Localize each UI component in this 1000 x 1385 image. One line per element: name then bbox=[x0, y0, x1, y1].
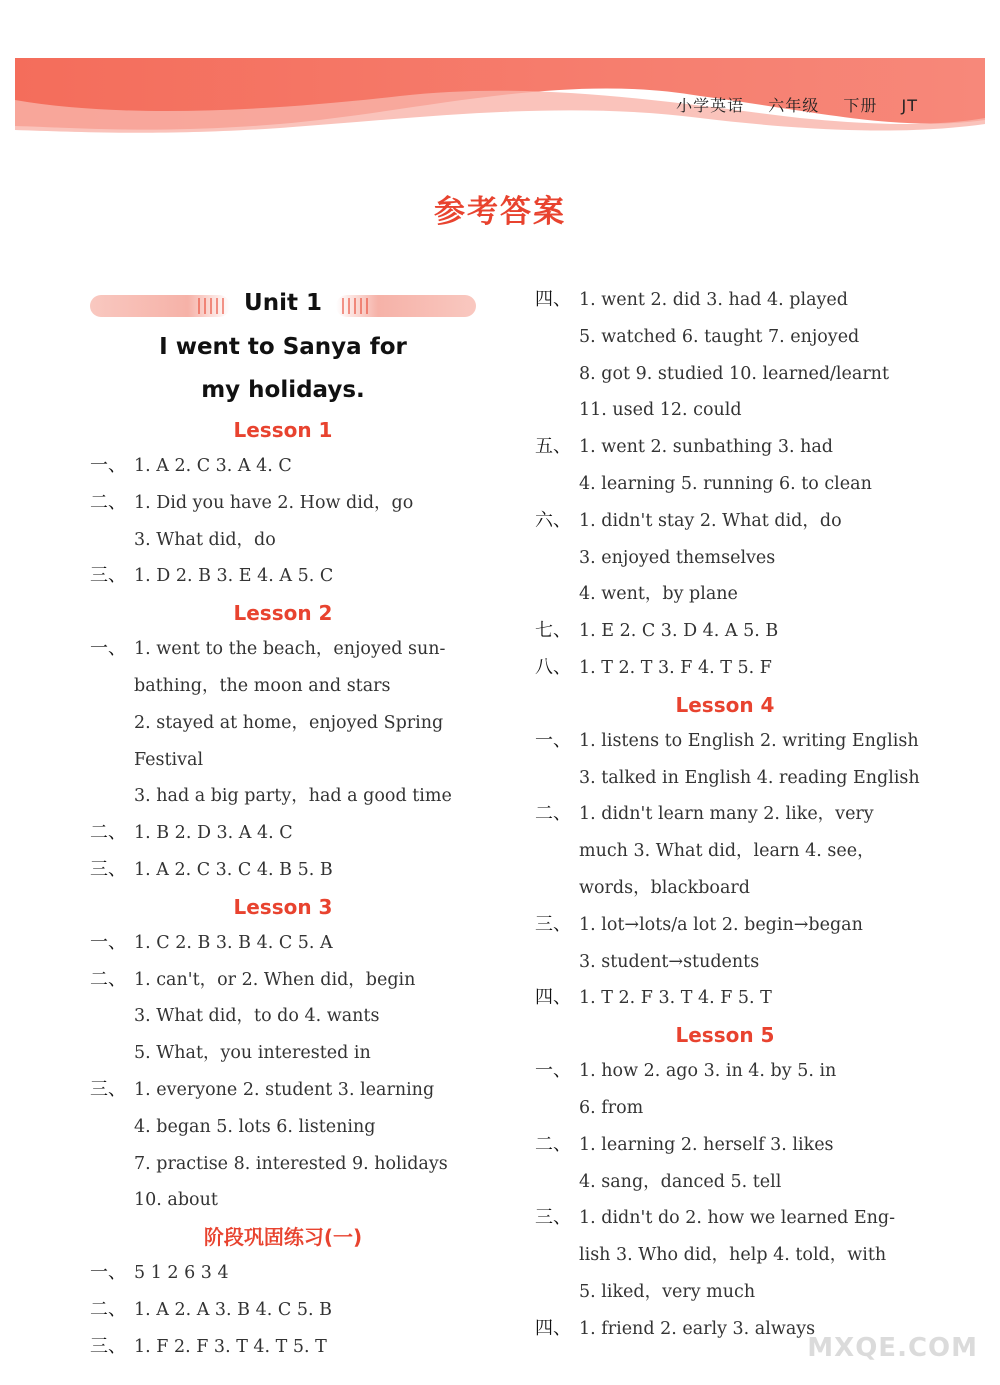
answer-row bbox=[535, 576, 935, 613]
watermark-text: MXQE.COM bbox=[807, 1333, 978, 1363]
answer-text: lish 3. Who did，help 4. told，with bbox=[579, 1245, 887, 1266]
question-number: 四、 bbox=[535, 1317, 571, 1339]
answer-row bbox=[535, 1127, 935, 1164]
answer-row bbox=[90, 925, 490, 962]
answer-row bbox=[90, 705, 490, 742]
answer-row bbox=[90, 742, 490, 779]
answer-text: 8. got 9. studied 10. learned/learnt bbox=[579, 363, 889, 384]
answer-row bbox=[90, 558, 490, 595]
answer-row bbox=[90, 1182, 490, 1219]
answer-row bbox=[535, 392, 935, 429]
answer-row bbox=[90, 448, 490, 485]
answer-text: 2. stayed at home，enjoyed Spring bbox=[134, 712, 444, 733]
answer-text: 1. E 2. C 3. D 4. A 5. B bbox=[579, 621, 779, 642]
watermark-logo bbox=[742, 1285, 992, 1375]
lesson-4-answers bbox=[535, 723, 935, 1017]
answer-text: 4. began 5. lots 6. listening bbox=[134, 1116, 376, 1137]
answer-row bbox=[90, 485, 490, 522]
answer-text: 10. about bbox=[134, 1190, 218, 1211]
question-number: 二、 bbox=[535, 1133, 571, 1155]
answer-text: 3. had a big party，had a good time bbox=[134, 786, 452, 807]
answer-text: 1. A 2. C 3. C 4. B 5. B bbox=[134, 859, 333, 880]
answer-row bbox=[535, 723, 935, 760]
unit-title-line2: my holidays. bbox=[201, 377, 365, 403]
answer-text: 1. Did you have 2. How did，go bbox=[134, 492, 414, 513]
answer-text: 1. went 2. sunbathing 3. had bbox=[579, 437, 833, 458]
answer-text: 5 1 2 6 3 4 bbox=[134, 1263, 229, 1284]
question-number: 三、 bbox=[535, 1207, 571, 1229]
answer-row bbox=[535, 356, 935, 393]
answer-row bbox=[535, 1090, 935, 1127]
review-answers bbox=[90, 1255, 490, 1365]
answer-row bbox=[535, 282, 935, 319]
answer-text: 4. learning 5. running 6. to clean bbox=[579, 473, 872, 494]
answer-text: 7. practise 8. interested 9. holidays bbox=[134, 1153, 448, 1174]
question-number: 一、 bbox=[90, 638, 126, 660]
lesson-5-title: Lesson 5 bbox=[675, 1023, 775, 1048]
answer-text: 1. A 2. C 3. A 4. C bbox=[134, 456, 292, 476]
unit-label: Unit 1 bbox=[244, 290, 322, 316]
answer-row bbox=[90, 852, 490, 889]
answer-text: 5. liked，very much bbox=[579, 1281, 756, 1302]
question-number: 三、 bbox=[90, 858, 126, 880]
question-number: 二、 bbox=[535, 803, 571, 825]
answer-text: 1. T 2. F 3. T 4. F 5. T bbox=[579, 988, 772, 1009]
answer-text: 1. went to the beach，enjoyed sun- bbox=[134, 639, 446, 660]
answer-text: 1. listens to English 2. writing English bbox=[579, 730, 919, 751]
question-number: 一、 bbox=[90, 455, 126, 476]
header-volume: 下册 bbox=[843, 96, 878, 115]
page-title: 参考答案 bbox=[434, 194, 566, 230]
answer-text: 1. C 2. B 3. B 4. C 5. A bbox=[134, 932, 333, 953]
answer-row bbox=[90, 1072, 490, 1109]
lesson-2-title: Lesson 2 bbox=[233, 601, 333, 626]
answer-row bbox=[535, 613, 935, 650]
answer-row bbox=[90, 1255, 490, 1292]
question-number: 四、 bbox=[535, 987, 571, 1009]
answer-text: 1. how 2. ago 3. in 4. by 5. in bbox=[579, 1061, 837, 1082]
review-title: 阶段巩固练习(一) bbox=[203, 1225, 363, 1250]
answer-row bbox=[90, 998, 490, 1035]
lesson-2-answers bbox=[90, 631, 490, 889]
answer-row bbox=[90, 815, 490, 852]
lesson-3-continued-answers bbox=[535, 282, 935, 687]
question-number: 八、 bbox=[535, 656, 571, 678]
answer-row bbox=[535, 833, 935, 870]
answer-text: 1. A 2. A 3. B 4. C 5. B bbox=[134, 1299, 332, 1320]
answer-text: Festival bbox=[134, 749, 204, 770]
answer-text: much 3. What did，learn 4. see， bbox=[579, 841, 875, 862]
question-number: 三、 bbox=[535, 913, 571, 935]
header-banner bbox=[0, 0, 1000, 160]
question-number: 二、 bbox=[90, 491, 126, 513]
answer-row bbox=[90, 1146, 490, 1183]
answer-text: 1. didn't learn many 2. like，very bbox=[579, 804, 874, 825]
answer-text: 3. student→students bbox=[579, 951, 760, 972]
answer-row bbox=[535, 429, 935, 466]
header-info bbox=[658, 93, 918, 116]
answer-text: 3. enjoyed themselves bbox=[579, 547, 776, 568]
lesson-1-title: Lesson 1 bbox=[233, 418, 333, 442]
answer-row bbox=[535, 796, 935, 833]
question-number: 一、 bbox=[535, 729, 571, 751]
question-number: 一、 bbox=[90, 1262, 126, 1284]
answer-row bbox=[535, 1237, 935, 1274]
answer-row bbox=[535, 466, 935, 503]
answer-row bbox=[535, 760, 935, 797]
answer-row bbox=[90, 631, 490, 668]
answer-row bbox=[535, 1053, 935, 1090]
answer-text: 1. can't，or 2. When did，begin bbox=[134, 969, 416, 990]
answer-row bbox=[90, 1292, 490, 1329]
question-number: 二、 bbox=[90, 822, 126, 844]
answer-text: 1. went 2. did 3. had 4. played bbox=[579, 290, 848, 310]
unit-heading bbox=[90, 282, 490, 326]
header-subject: 小学英语 bbox=[676, 96, 745, 115]
answer-text: 1. lot→lots/a lot 2. begin→began bbox=[579, 914, 863, 935]
answer-row bbox=[90, 778, 490, 815]
answer-row bbox=[535, 944, 935, 981]
answer-text: 5. watched 6. taught 7. enjoyed bbox=[579, 326, 860, 347]
answer-text: 1. T 2. T 3. F 4. T 5. F bbox=[579, 657, 772, 678]
answer-text: 1. B 2. D 3. A 4. C bbox=[134, 823, 293, 844]
question-number: 三、 bbox=[90, 1335, 126, 1357]
answer-text: 4. went，by plane bbox=[579, 584, 738, 605]
answer-row bbox=[535, 1164, 935, 1201]
answer-text: 3. What did，to do 4. wants bbox=[134, 1006, 380, 1027]
answer-text: 3. What did，do bbox=[134, 529, 276, 550]
question-number: 一、 bbox=[535, 1060, 571, 1082]
answer-text: 6. from bbox=[579, 1097, 644, 1118]
question-number: 二、 bbox=[90, 1298, 126, 1320]
answer-text: 4. sang，danced 5. tell bbox=[579, 1171, 782, 1192]
question-number: 六、 bbox=[535, 509, 571, 531]
answer-text: 1. learning 2. herself 3. likes bbox=[579, 1134, 834, 1155]
answer-row bbox=[535, 980, 935, 1017]
answer-text: 1. friend 2. early 3. always bbox=[579, 1318, 816, 1339]
answer-text: bathing，the moon and stars bbox=[134, 675, 391, 696]
answer-row bbox=[90, 962, 490, 999]
answer-text: 1. D 2. B 3. E 4. A 5. C bbox=[134, 566, 334, 587]
answer-row bbox=[90, 1329, 490, 1366]
answer-text: 1. didn't do 2. how we learned Eng- bbox=[579, 1208, 896, 1229]
answer-text: 1. didn't stay 2. What did，do bbox=[579, 510, 842, 531]
unit-title-line1: I went to Sanya for bbox=[159, 334, 407, 360]
answer-row bbox=[535, 540, 935, 577]
header-grade: 六年级 bbox=[768, 96, 820, 115]
answer-row bbox=[535, 503, 935, 540]
lesson-4-title: Lesson 4 bbox=[675, 692, 775, 717]
question-number: 三、 bbox=[90, 565, 126, 587]
header-edition: JT bbox=[901, 96, 918, 115]
answer-row bbox=[90, 668, 490, 705]
answer-text: 3. talked in English 4. reading English bbox=[579, 767, 920, 788]
question-number: 一、 bbox=[90, 931, 126, 953]
answer-text: words，blackboard bbox=[579, 877, 750, 898]
answer-row bbox=[90, 1035, 490, 1072]
answer-row bbox=[90, 1109, 490, 1146]
answer-row bbox=[535, 319, 935, 356]
answer-row bbox=[535, 907, 935, 944]
answer-row bbox=[90, 522, 490, 559]
question-number: 四、 bbox=[535, 289, 571, 310]
question-number: 三、 bbox=[90, 1078, 126, 1100]
left-column bbox=[90, 282, 490, 1366]
lesson-3-title: Lesson 3 bbox=[233, 894, 333, 919]
right-column bbox=[535, 282, 935, 1348]
lesson-3-answers bbox=[90, 925, 490, 1219]
question-number: 二、 bbox=[90, 968, 126, 990]
answer-row bbox=[535, 870, 935, 907]
answer-row bbox=[535, 650, 935, 687]
question-number: 五、 bbox=[535, 436, 571, 458]
answer-text: 1. F 2. F 3. T 4. T 5. T bbox=[134, 1336, 327, 1357]
answer-row bbox=[535, 1200, 935, 1237]
answer-text: 11. used 12. could bbox=[579, 400, 742, 421]
answer-text: 1. everyone 2. student 3. learning bbox=[134, 1079, 435, 1100]
lesson-1-answers bbox=[90, 448, 490, 595]
answer-text: 5. What，you interested in bbox=[134, 1043, 371, 1064]
question-number: 七、 bbox=[535, 620, 571, 642]
